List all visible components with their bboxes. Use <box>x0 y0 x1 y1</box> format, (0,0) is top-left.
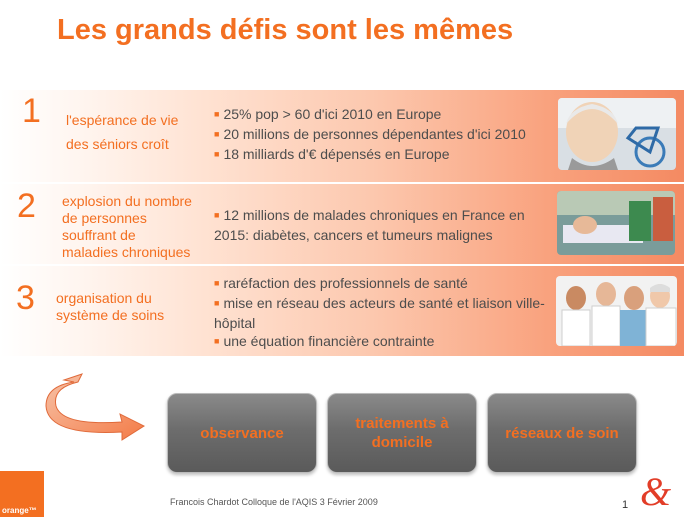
page-number: 1 <box>622 499 629 511</box>
bullet-item: ■ 25% pop > 60 d'ici 2010 en Europe <box>214 106 442 122</box>
bullet-item: ■ 18 milliards d'€ dépensés en Europe <box>214 146 450 162</box>
bullet-item: ■ 12 millions de malades chroniques en France en 2015: diabètes, cancers et tumeurs malignes <box>214 207 525 243</box>
bullet-square-icon: ■ <box>214 336 220 346</box>
bullet-square-icon: ■ <box>214 298 220 308</box>
orange-logo: orange™ <box>0 471 44 517</box>
medical-staff-photo <box>556 276 677 346</box>
footer-text: Francois Chardot Colloque de l'AQIS 3 Février 2009 <box>170 497 378 507</box>
bullet-item: ■ raréfaction des professionnels de santé <box>214 275 468 291</box>
row-label-2-line-2: de personnes <box>62 210 147 226</box>
row-label-3 <box>56 290 164 324</box>
hospital-patient-photo <box>557 191 675 255</box>
row-label-2 <box>62 193 192 261</box>
care-networks-button[interactable]: réseaux de soin <box>487 393 637 473</box>
home-treatments-button[interactable]: traitements à domicile <box>327 393 477 473</box>
bullet-square-icon: ■ <box>214 109 220 119</box>
senior-cyclist-photo <box>558 98 676 170</box>
bullet-square-icon: ■ <box>214 149 220 159</box>
bullet-item: ■ mise en réseau des acteurs de santé et liaison ville-hôpital <box>214 295 545 331</box>
row-label-2-line-1: explosion du nombre <box>62 193 192 209</box>
row-bullets-2 <box>214 206 554 244</box>
row-label-3-line-2: système de soins <box>56 307 165 323</box>
row-number-2: 2 <box>17 187 36 225</box>
ampersand-logo-icon: & <box>640 469 672 514</box>
bullet-square-icon: ■ <box>214 210 220 220</box>
row-number-3: 3 <box>16 279 35 317</box>
slide-title: Les grands défis sont les mêmes <box>57 14 514 46</box>
bullet-square-icon: ■ <box>214 278 220 288</box>
row-label-1-line-2: des séniors croît <box>66 136 169 152</box>
row-label-3-line-1: organisation du <box>56 290 152 306</box>
row-number-1: 1 <box>22 92 41 130</box>
curved-arrow-icon <box>44 372 146 444</box>
row-bullets-1 <box>214 105 544 165</box>
bullet-item: ■ 20 millions de personnes dépendantes d'ici 2010 <box>214 126 526 142</box>
row-label-1 <box>66 110 178 155</box>
row-bullets-3 <box>214 274 554 352</box>
observance-button[interactable]: observance <box>167 393 317 473</box>
row-label-1-line-1: l'espérance de vie <box>66 112 179 128</box>
bullet-square-icon: ■ <box>214 129 220 139</box>
row-label-2-line-4: maladies chroniques <box>62 244 191 260</box>
bullet-item: ■ une équation financière contrainte <box>214 333 435 349</box>
row-label-2-line-3: souffrant de <box>62 227 136 243</box>
